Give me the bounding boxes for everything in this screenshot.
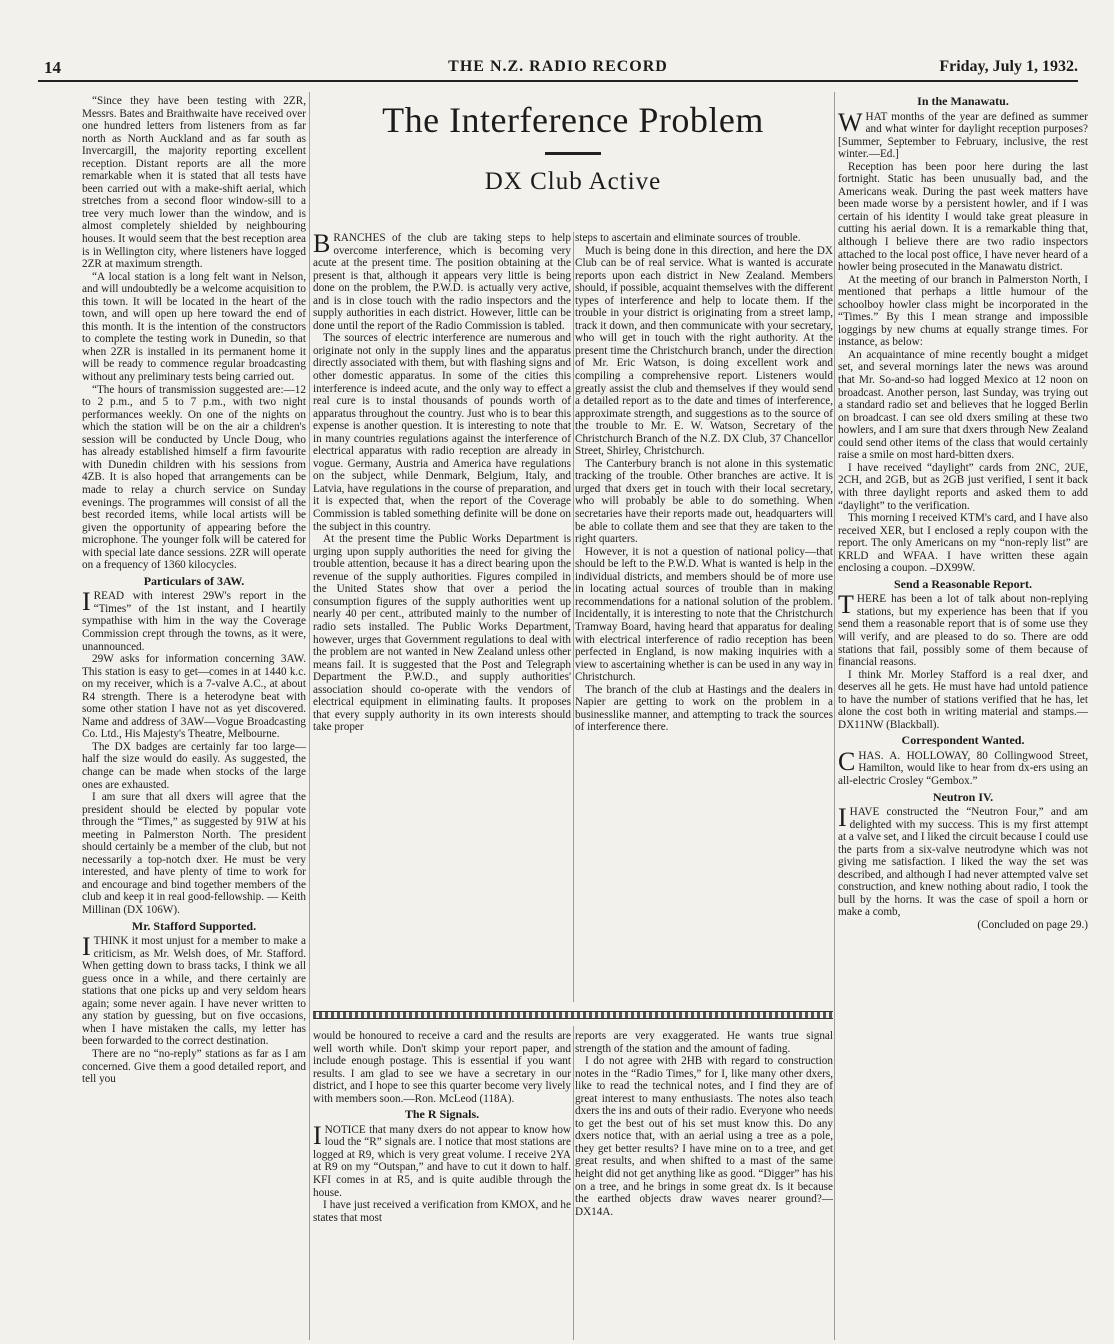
paragraph: IHAVE constructed the “Neutron Four,” and am delighted with my success. This is my first attempt at a valve set, and I liked the circuit because I could use the parts from a six-valve neutrodyne which was not giving me satisfaction. I liked the way the set was described, and although I had never attempted valve set construction, and knew nothing about radio, I took the bull by the horns. It was the case of spoil a horn or make a comb,	[838, 803, 1088, 919]
column-rule	[573, 1026, 574, 1340]
column-four	[838, 92, 1088, 1337]
paragraph: 29W asks for information concerning 3AW. This station is easy to get—comes in at 1440 k.c. on my receiver, which is a 7-valve A.C., at about R4 strength. There is a heterodyne beat with some other station I have not as yet discovered. Name and address of 3AW—Vogue Broadcasting Co. Ltd., His Majesty's Theatre, Melbourne.	[82, 653, 306, 741]
paragraph: CHAS. A. HOLLOWAY, 80 Collingwood Street, Hamilton, would like to hear from dx-ers using an all-electric Crosley “Gembox.”	[838, 746, 1088, 787]
paragraph: However, it is not a question of national policy—that should be left to the P.W.D. What is wanted is help in the individual districts, and members should be of more use in locating actual sources of trouble than in making recommendations for a national solution of the problem. Incidentally, it is interesting to note that the Christchurch Tramway Board, having heard that apparatus for dealing with electrical interference of radio reception has been perfected in England, is now making inquiries with a view to ascertaining whether is can be used in any way in Christchurch.	[575, 545, 833, 684]
section-heading: In the Manawatu.	[917, 94, 1009, 108]
paragraph: BRANCHES of the club are taking steps to help overcome interference, which is becoming very acute at the present time. The position obtaining at the present is that, although it appears very little is being done on the problem, the P.W.D. is actually very active, and is in close touch with the radio inspectors and the supply authorities in each district. However, little can be done until the report of the Radio Commission is tabled.	[313, 232, 571, 332]
paragraph: reports are very exaggerated. He wants true signal strength of the station and the amount of fading.	[575, 1030, 833, 1055]
article-headline	[313, 100, 833, 197]
column-one	[82, 95, 306, 1340]
publication-title: THE N.Z. RADIO RECORD	[448, 58, 668, 75]
paragraph: “Since they have been testing with 2ZR, Messrs. Bates and Braithwaite have received over one hundred letters from listeners from as far north as North Auckland and as far south as Invercargill, the majority reporting excellent reception. Distant reports are all the more remarkable when it is stated that all tests have been carried out with a make-shift aerial, which stretches from a second floor window-sill to a tree very much lower than the window, and is almost completely shielded by neighbouring houses. It would seem that the best reception area is in Wellington city, where listeners have logged 2ZR at maximum strength.	[82, 95, 306, 271]
paragraph: would be honoured to receive a card and the results are well worth while. Don't skimp your report paper, and include enough postage. This is essential if you want results. I am glad to see we have a secretary in our district, and I hope to see this quarter become very lively with members soon.—Ron. McLeod (118A).	[313, 1030, 571, 1105]
column-rule	[573, 232, 574, 1002]
paragraph: Reception has been poor here during the last fortnight. Static has been unusually bad, and the Americans weak. During the past week matters have been made worse by a persistent howler, and if I was certain of his identity I would take great pleasure in cutting his aerial down. It is a remarkable thing that, although I believe there are two radio inspectors attached to the local post office, I have never heard of a howler being prosecuted in the Manawatu district.	[838, 160, 1088, 274]
lower-column-right	[575, 1030, 833, 1340]
section-heading: Send a Reasonable Report.	[893, 576, 1032, 591]
paragraph: The sources of electric interference are numerous and originate not only in the supply lines and the apparatus directly associated with them, but with flashing signs and other domestic apparatus. In some of the cities this interference is indeed acute, and the only way to effect a real cure is to instal thousands of pounds worth of apparatus throughout the country. Just who is to bear this expense is another question. It is interesting to note that in many countries regulations against the interference of electrical apparatus with radio reception are already in vogue. Germany, Austria and America have regulations on the subject, while Denmark, Belgium, Italy, and Latvia, have regulations in the course of preparation, and it is expected that, when the report of the Coverage Commission is tabled something definite will be done on the subject in this country.	[313, 332, 571, 533]
paragraph: I do not agree with 2HB with regard to construction notes in the “Radio Times,” for I, like many other dxers, like to read the technical notes, and I find they are of great interest to many enthusiasts. The notes also teach dxers the ins and outs of their radio. Everyone who needs to get the best out of his set must know this. Do any dxers notice that, with an aerial using a tree as a pole, they get better results? I have mine on to a tree, and get great results, and when shifted to a mast of the same height did not get anything like as good. “Digger” has his on a tree, and he brings in some great dx. Is it because the earthed objects draw waves nearer ground?—DX14A.	[575, 1055, 833, 1218]
section-heading: Particulars of 3AW.	[143, 573, 245, 588]
paragraph: Much is being done in this direction, and here the DX Club can be of real service. What is wanted is accurate reports upon each district in New Zealand. Members should, if possible, acquaint themselves with the different types of interference and help to locate them. If the trouble in your district is originating from a street lamp, track it down, and then communicate with your secretary, who will get in touch with the right authority. At the present time the Christchurch branch, under the direction of Mr. Eric Watson, is doing excellent work and compiling a comprehensive report. Listeners would greatly assist the club and themselves if they would send a detailed report as to the date and times of interference, approximate strength, and suggestions as to the source of the trouble to Mr. E. W. Watson, Secretary of the Christchurch Branch of the N.Z. DX Club, 37 Chancellor Street, Shirley, Christchurch.	[575, 244, 833, 458]
masthead	[38, 58, 1078, 82]
paragraph: “The hours of transmission suggested are:—12 to 2 p.m., and 5 to 7 p.m., with two night performances weekly. On one of the nights on which the station will be on the air a children's session will be conducted by Uncle Doug, who has already established himself a firm favourite with Dunedin children with his sessions from 4ZB. It is also hoped that arrangements can be made to relay a church service on Sunday evenings. The programmes will consist of all the best recorded items, while local artists will be given the opportunity of appearing before the microphone. The younger folk will be catered for with special late dance sessions. 2ZR will operate on a frequency of 1360 kilocycles.	[82, 383, 306, 572]
paragraph: An acquaintance of mine recently bought a midget set, and several mornings later the news was around that Mr. So-and-so had logged Mexico at 12 noon on broadcast. Another person, last Sunday, was trying out a standard radio set and believes that he logged Berlin on broadcast. I can see old dxers smiling at these two howlers, and I am sure that dxers through New Zealand could send other items of the class that would certainly raise a smile on most hard-bitten dxers.	[838, 348, 1088, 462]
paragraph: I have received “daylight” cards from 2NC, 2UE, 2CH, and 2GB, but as 2GB just verified, I sent it back with three daylight reports and asked them to add “daylight” to the verification.	[838, 461, 1088, 512]
headline-title: The Interference Problem	[382, 100, 764, 140]
headline-subtitle: DX Club Active	[484, 168, 662, 195]
headline-rule	[545, 152, 601, 155]
drop-cap: T	[838, 590, 854, 620]
paragraph: I have just received a verification from KMOX, and he states that most	[313, 1199, 571, 1224]
paragraph: The DX badges are certainly far too large—half the size would do easily. As suggested, the change can be made when stocks of the large ones are exhausted.	[82, 740, 306, 791]
paragraph: steps to ascertain and eliminate sources of trouble.	[575, 232, 801, 244]
article-column-left	[313, 232, 571, 994]
section-heading: Neutron IV.	[932, 789, 994, 804]
drop-cap: B	[313, 232, 331, 258]
paragraph: This morning I received KTM's card, and I have also received XER, but I enclosed a reply coupon with the report. The only Americans on my “non-reply list” are KRLD and WFAA. I have written these again enclosing a coupon. –DX99W.	[838, 512, 1088, 575]
section-heading: The R Signals.	[404, 1107, 480, 1122]
drop-cap: I	[82, 587, 91, 617]
paragraph: I am sure that all dxers will agree that the president should be elected by popular vote through the “Times,” as suggested by 91W at his meeting in Palmerston North. The president should certainly be a member of the club, but not necessarily a top-notch dxer. He must be very interested, and have plenty of time to work for and encourage and bind together members of the club and keep it in real good-fellowship. — Keith Millinan (DX 106W).	[82, 791, 306, 916]
paragraph: “A local station is a long felt want in Nelson, and will undoubtedly be a welcome acquisition to this town. It will be located in the heart of the town, and will open up here toward the end of this month. It is the intention of the constructors to complete the testing work in Dunedin, so that when 2ZR is installed in its permanent home it will be ready to commence regular broadcasting without any preliminary tests being carried out.	[82, 270, 306, 384]
paragraph: THERE has been a lot of talk about non-replying stations, but my experience has been that if you send them a reasonable report that is of some use they will verify, and are pleased to do so. There are odd stations that fail, possibly some of them because of financial reasons.	[838, 590, 1088, 669]
paragraph: At the meeting of our branch in Palmerston North, I mentioned that perhaps a little humour of the schoolboy howler class might be incorporated in the “Times.” By this I mean strange and impossible loggings by new chums at equally strange times. For instance, as below:	[838, 273, 1088, 349]
article-column-right	[575, 232, 833, 994]
drop-cap: C	[838, 746, 856, 776]
issue-date: Friday, July 1, 1932.	[939, 58, 1078, 75]
column-rule	[309, 92, 310, 1340]
drop-cap: I	[313, 1120, 322, 1150]
drop-cap: I	[82, 932, 91, 962]
paragraph: IREAD with interest 29W's report in the “Times” of the 1st instant, and I heartily sympathise with him in the way the Coverage Commission crept through the towns, as it were, unannounced.	[82, 587, 306, 653]
section-heading: Mr. Stafford Supported.	[131, 918, 257, 933]
continuation-note: (Concluded on page 29.)	[977, 919, 1088, 931]
paragraph: The Canterbury branch is not alone in this systematic tracking of the trouble. Other branches are active. It is urged that dxers get in touch with their local secretary, who will probably be able to do something. When secretaries have their reports made out, headquarters will be able to collate them and see that they are taken to the right quarters.	[575, 457, 833, 546]
paragraph: There are no “no-reply” stations as far as I am concerned. Give them a good detailed report, and tell you	[82, 1048, 306, 1086]
column-rule	[834, 92, 835, 1340]
paragraph: The branch of the club at Hastings and the dealers in Napier are getting to work on the problem in a businesslike manner, and attempting to track the sources of interference there.	[575, 683, 833, 734]
page-number: 14	[44, 58, 61, 77]
drop-cap: W	[838, 107, 863, 137]
paragraph: ITHINK it most unjust for a member to make a criticism, as Mr. Welsh does, of Mr. Stafford. When getting down to brass tacks, I think we all guess once in a while, and there certainly are stations that one picks up and very seldom hears again; some never again. I have never written to any station by guessing, but on five occasions, when I have mistaken the calls, my letter has been forwarded to the correct destination.	[82, 932, 306, 1048]
paragraph: WHAT months of the year are defined as summer and what winter for daylight reception purposes? [Summer, September to February, inclusive, the rest winter.—Ed.]	[838, 107, 1088, 161]
lower-column-left	[313, 1030, 571, 1340]
paragraph: At the present time the Public Works Department is urging upon supply authorities the need for giving the trouble attention, because it has a direct bearing upon the revenue of the supply authorities. Figures compiled in the United States show that over a period the consumption figures of the supply authorities went up nearly 40 per cent., attributed mainly to the number of radio sets installed. The Public Works Department, however, urges that Government regulations to deal with the problem are not wanted in New Zealand unless other means fail. It is suggested that the Post and Telegraph Department the P.W.D., and supply authorities' association should co-operate with the vendors of electrical equipment in eliminating faults. It proposes that every supply authority in its own interests should take proper	[313, 533, 571, 734]
article-divider	[313, 1011, 833, 1019]
section-heading: Correspondent Wanted.	[901, 733, 1025, 748]
paragraph: INOTICE that many dxers do not appear to know how loud the “R” signals are. I notice that most stations are logged at R9, which is very great volume. I receive 2YA at R9 on my “Outspan,” and have to cut it down to half. KFI comes in at R5, and is quite audible through the house.	[313, 1120, 571, 1199]
paragraph: I think Mr. Morley Stafford is a real dxer, and deserves all he gets. He must have had untold patience to have the number of stations verified that he has, let alone the cost both in writing material and stamps.—DX11NW (Blackball).	[838, 668, 1088, 731]
drop-cap: I	[838, 803, 847, 833]
